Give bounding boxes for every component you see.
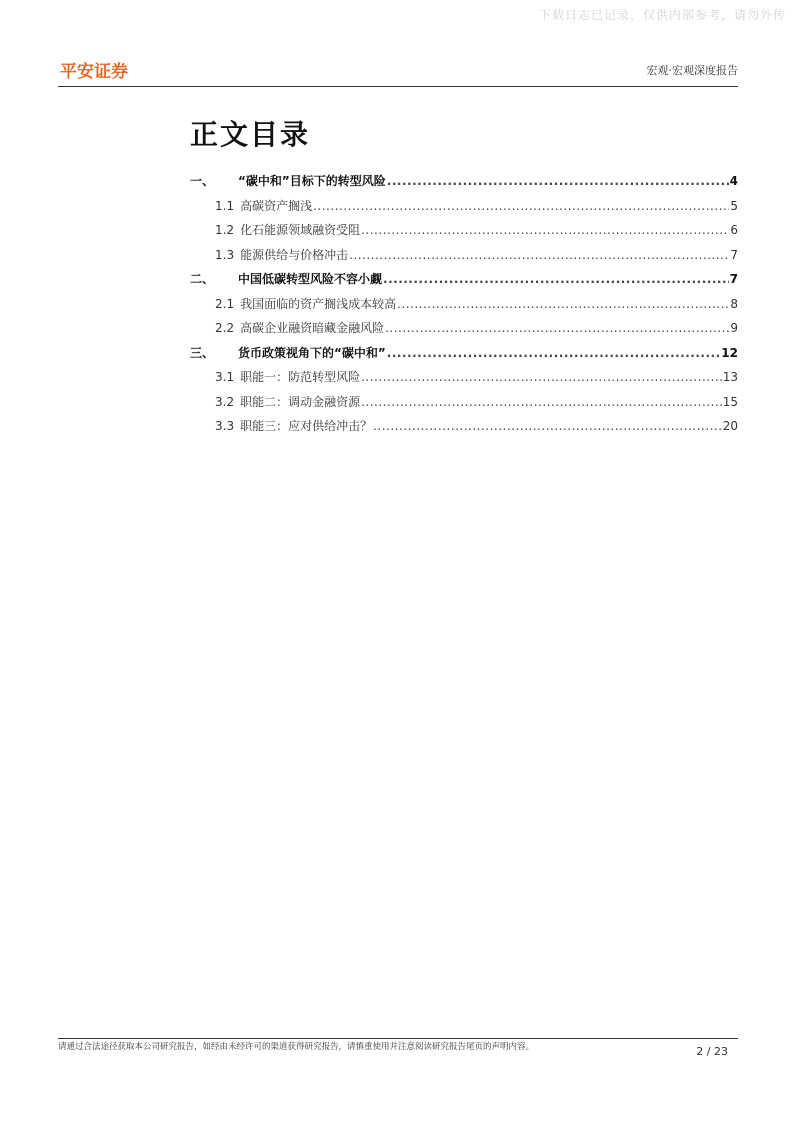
toc-entry-section-1-3[interactable] (190, 246, 738, 271)
toc-entry-number: 2.1 (215, 296, 235, 311)
toc-entry-number: 1.3 (215, 247, 235, 262)
toc-leader-dots (313, 199, 729, 213)
toc-entry-page: 15 (722, 394, 738, 409)
toc-entry-label: 化石能源领域融资受阻 (240, 223, 361, 237)
toc-leader-dots (373, 419, 722, 433)
toc-leader-dots (387, 174, 729, 188)
toc-entry-number: 3.2 (215, 394, 235, 409)
toc-entry-page: 5 (730, 198, 738, 213)
company-logo: 平安证券 (60, 62, 128, 82)
toc-entry-page: 9 (730, 321, 738, 335)
toc-leader-dots (385, 321, 729, 335)
toc-entry-section-2-1[interactable] (190, 295, 738, 320)
toc-entry-label: 货币政策视角下的“碳中和” (238, 345, 386, 360)
page-header (58, 54, 738, 87)
toc-entry-label: 中国低碳转型风险不容小觑 (238, 272, 383, 286)
toc-entry-label: 高碳资产搁浅 (240, 198, 313, 213)
toc-entry-page: 7 (730, 247, 738, 262)
toc-entry-section-2-2[interactable] (190, 319, 738, 344)
toc-entry-number: 1.1 (215, 198, 235, 213)
page-footer (58, 1038, 738, 1058)
toc-entry-page: 7 (729, 272, 738, 286)
toc-entry-chapter-3[interactable] (190, 344, 738, 369)
toc-entry-label: “碳中和”目标下的转型风险 (238, 174, 386, 188)
toc-entry-chapter-1[interactable] (190, 172, 738, 197)
toc-entry-page: 20 (722, 419, 738, 433)
toc-entry-number: 三、 (190, 345, 215, 360)
toc-entry-page: 6 (730, 223, 738, 237)
toc-entry-section-3-2[interactable] (190, 393, 738, 418)
toc-entry-section-3-1[interactable] (190, 368, 738, 393)
toc-entry-number: 一、 (190, 174, 215, 188)
report-type-label: 宏观·宏观深度报告 (646, 64, 738, 77)
toc-entry-chapter-2[interactable] (190, 270, 738, 295)
toc-entry-section-3-3[interactable] (190, 417, 738, 442)
toc-entry-page: 4 (729, 174, 738, 188)
toc-leader-dots (397, 297, 729, 311)
toc-leader-dots (361, 223, 729, 237)
toc-leader-dots (383, 272, 729, 286)
page-number: 2 / 23 (696, 1045, 728, 1058)
toc-entry-number: 2.2 (215, 321, 235, 335)
toc-leader-dots (349, 248, 729, 262)
toc-entry-page: 13 (722, 370, 738, 384)
toc-entry-section-1-2[interactable] (190, 221, 738, 246)
toc-entry-label: 高碳企业融资暗藏金融风险 (240, 321, 385, 335)
toc-entry-section-1-1[interactable] (190, 197, 738, 222)
table-of-contents (190, 172, 738, 442)
toc-entry-number: 二、 (190, 272, 215, 286)
toc-entry-label: 职能三：应对供给冲击？ (240, 419, 373, 433)
toc-entry-page: 8 (730, 296, 738, 311)
footer-disclaimer: 请通过合法途径获取本公司研究报告，如经由未经许可的渠道获得研究报告，请慎重使用并注意阅读研究报告尾页的声明内容。 (58, 1042, 535, 1052)
toc-entry-label: 我国面临的资产搁浅成本较高 (240, 296, 397, 311)
toc-leader-dots (361, 395, 722, 409)
toc-entry-number: 3.3 (215, 419, 235, 433)
toc-entry-label: 职能二：调动金融资源 (240, 394, 361, 409)
toc-leader-dots (387, 346, 721, 360)
watermark-text: 下载日志已记录，仅供内部参考，请勿外传 (538, 8, 786, 22)
toc-entry-page: 12 (721, 345, 738, 360)
toc-entry-number: 3.1 (215, 370, 235, 384)
toc-title: 正文目录 (190, 118, 311, 151)
toc-entry-number: 1.2 (215, 223, 235, 237)
toc-entry-label: 职能一：防范转型风险 (240, 370, 361, 384)
toc-entry-label: 能源供给与价格冲击 (240, 247, 349, 262)
toc-leader-dots (361, 370, 722, 384)
